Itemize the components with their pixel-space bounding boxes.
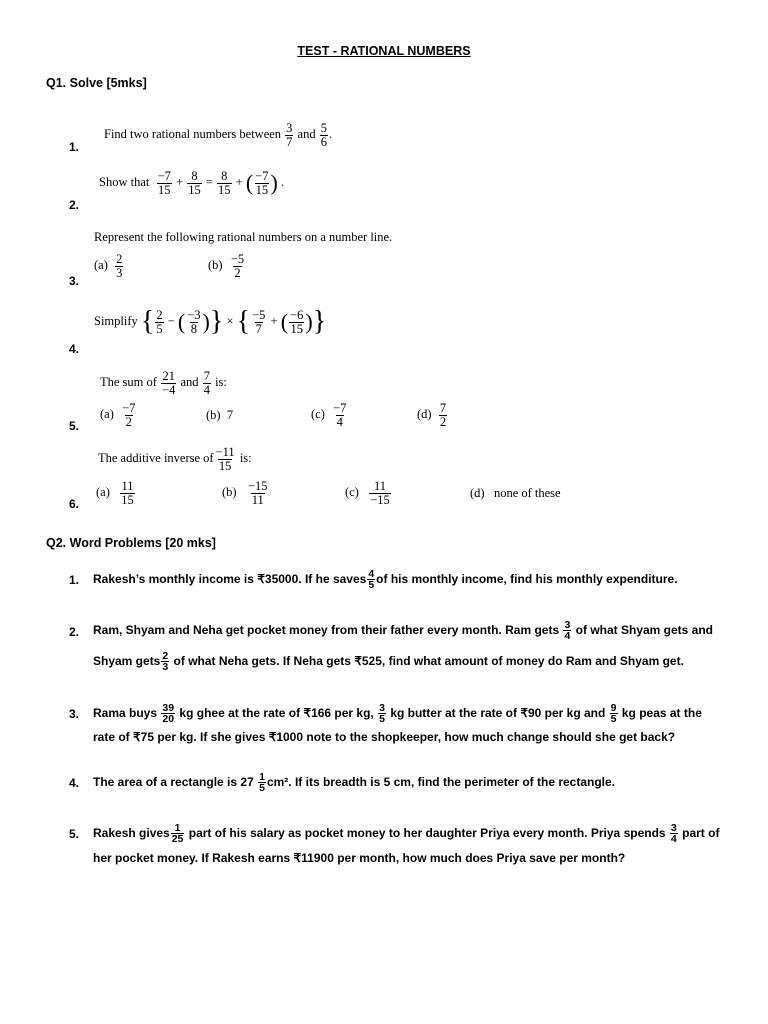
q1-item-6-option-a: (a) $\frac{11}{15}$ [96, 479, 134, 507]
fraction: $\frac{2}{3}$ [162, 649, 169, 674]
q2-problem-4: The area of a rectangle is 27 $\frac{1}{5}$ cm². If its breadth is 5 cm, find the perimeter of the rectangle. [93, 770, 616, 795]
q2-problem-number: 3. [69, 707, 80, 721]
q1-item-1-text: Find two rational numbers between $\frac{3}{7}$ and $\frac{5}{6}$ . [104, 121, 333, 149]
fraction: $\frac{3}{5}$ [379, 701, 385, 726]
q1-item-number: 2. [69, 198, 80, 212]
q1-item-number: 3. [69, 274, 80, 288]
q1-item-5-text: The sum of $\frac{21}{-4}$ and $\frac{7}{4}$ is: [100, 369, 227, 397]
fraction: $\frac{8}{15}$ [188, 169, 201, 197]
fraction: $\frac{-7}{2}$ [122, 401, 136, 429]
fraction: $\frac{5}{6}$ [320, 121, 327, 149]
q1-item-number: 1. [69, 140, 80, 154]
q2-problem-5-line-2: her pocket money. If Rakesh earns ₹11900 per month, how much does Priya save per month? [93, 851, 626, 865]
q2-problem-number: 5. [69, 827, 80, 841]
q2-problem-3-line-1: Rama buys $\frac{39}{20}$ kg ghee at the rate of ₹166 per kg, $\frac{3}{5}$ kg butter at the rate of ₹90 per kg and $\frac{9}{5}$ kg peas at the [93, 701, 702, 726]
fraction: $\frac{-7}{4}$ [333, 401, 347, 429]
fraction: $\frac{11}{15}$ [121, 479, 134, 507]
fraction: $\frac{1}{5}$ [259, 770, 265, 795]
q2-problem-2-line-1: Ram, Shyam and Neha get pocket money from their father every month. Ram gets $\frac{3}{4}$ of what Shyam gets and [93, 618, 714, 643]
fraction: $\frac{39}{20}$ [162, 701, 175, 726]
fraction: $\frac{8}{15}$ [218, 169, 231, 197]
q1-item-6-option-b: (b) $\frac{-15}{11}$ [222, 479, 268, 507]
q1-item-number: 6. [69, 497, 80, 511]
fraction: $\frac{-3}{8}$ [187, 308, 201, 336]
fraction: $\frac{3}{4}$ [564, 618, 571, 643]
fraction: $\frac{9}{5}$ [610, 701, 617, 726]
fraction: $\frac{7}{2}$ [439, 401, 447, 429]
fraction: $\frac{7}{4}$ [203, 369, 210, 397]
fraction: $\frac{2}{5}$ [156, 308, 163, 336]
fraction: $\frac{-5}{7}$ [252, 308, 266, 336]
fraction: $\frac{3}{4}$ [670, 821, 677, 846]
fraction: $\frac{11}{-15}$ [370, 479, 390, 507]
q2-problem-2-line-2: Shyam gets $\frac{2}{3}$ of what Neha gets. If Neha gets ₹525, find what amount of money do Ram and Shyam get. [93, 649, 684, 674]
q1-item-5-option-c: (c) $\frac{-7}{4}$ [311, 401, 347, 429]
q1-item-3-text: Represent the following rational numbers on a number line. [94, 230, 393, 244]
q1-item-6-text: The additive inverse of $\frac{-11}{15}$ is: [98, 445, 252, 473]
fraction: $\frac{-11}{15}$ [215, 445, 235, 473]
q1-heading: Q1. Solve [5mks] [46, 76, 147, 90]
fraction: $\frac{-15}{11}$ [247, 479, 268, 507]
fraction: $\frac{-7}{15}$ [157, 169, 171, 197]
q1-item-5-option-a: (a) $\frac{-7}{2}$ [100, 401, 136, 429]
fraction: $\frac{21}{-4}$ [162, 369, 176, 397]
q1-item-number: 5. [69, 419, 80, 433]
q1-item-5-option-b: (b) 7 [206, 408, 234, 422]
q1-item-4-text: Simplify { $\frac{2}{5}$ − ( $\frac{-3}{8}$ )} × { $\frac{-5}{7}$ + ( $\frac{-6}{15}$ )} [94, 306, 327, 337]
q2-problem-number: 1. [69, 573, 80, 587]
q2-problem-5-line-1: Rakesh gives $\frac{1}{25}$ part of his salary as pocket money to her daughter Priya every month. Priya spends $\frac{3}{4}$ part of [93, 821, 720, 846]
q2-problem-3-line-2: rate of ₹75 per kg. If she gives ₹1000 note to the shopkeeper, how much change should she get back? [93, 730, 676, 744]
fraction: $\frac{1}{25}$ [171, 821, 184, 846]
page-title: TEST - RATIONAL NUMBERS [297, 44, 471, 58]
q1-item-3-option-b: (b) $\frac{-5}{2}$ [208, 252, 245, 280]
q1-item-3-option-a: (a) $\frac{2}{3}$ [94, 252, 123, 280]
fraction: $\frac{-6}{15}$ [290, 308, 304, 336]
q1-item-2-text: Show that $\frac{-7}{15}$ + $\frac{8}{15}$ = $\frac{8}{15}$ + ( $\frac{-7}{15}$ ) . [99, 169, 285, 197]
q2-heading: Q2. Word Problems [20 mks] [46, 536, 216, 550]
q1-item-6-option-d: (d) none of these [470, 486, 561, 500]
fraction: $\frac{3}{7}$ [286, 121, 293, 149]
q2-problem-number: 4. [69, 776, 80, 790]
fraction: $\frac{-5}{2}$ [230, 252, 245, 280]
q1-item-5-option-d: (d) $\frac{7}{2}$ [417, 401, 447, 429]
fraction: $\frac{4}{5}$ [368, 567, 375, 592]
q2-problem-number: 2. [69, 625, 80, 639]
q1-item-6-option-c: (c) $\frac{11}{-15}$ [345, 479, 390, 507]
fraction: $\frac{-7}{15}$ [255, 169, 269, 197]
q1-item-number: 4. [69, 342, 80, 356]
q2-problem-1: Rakesh’s monthly income is ₹35000. If he saves $\frac{4}{5}$ of his monthly income, find his monthly expenditure. [93, 567, 678, 592]
fraction: $\frac{2}{3}$ [116, 252, 123, 280]
